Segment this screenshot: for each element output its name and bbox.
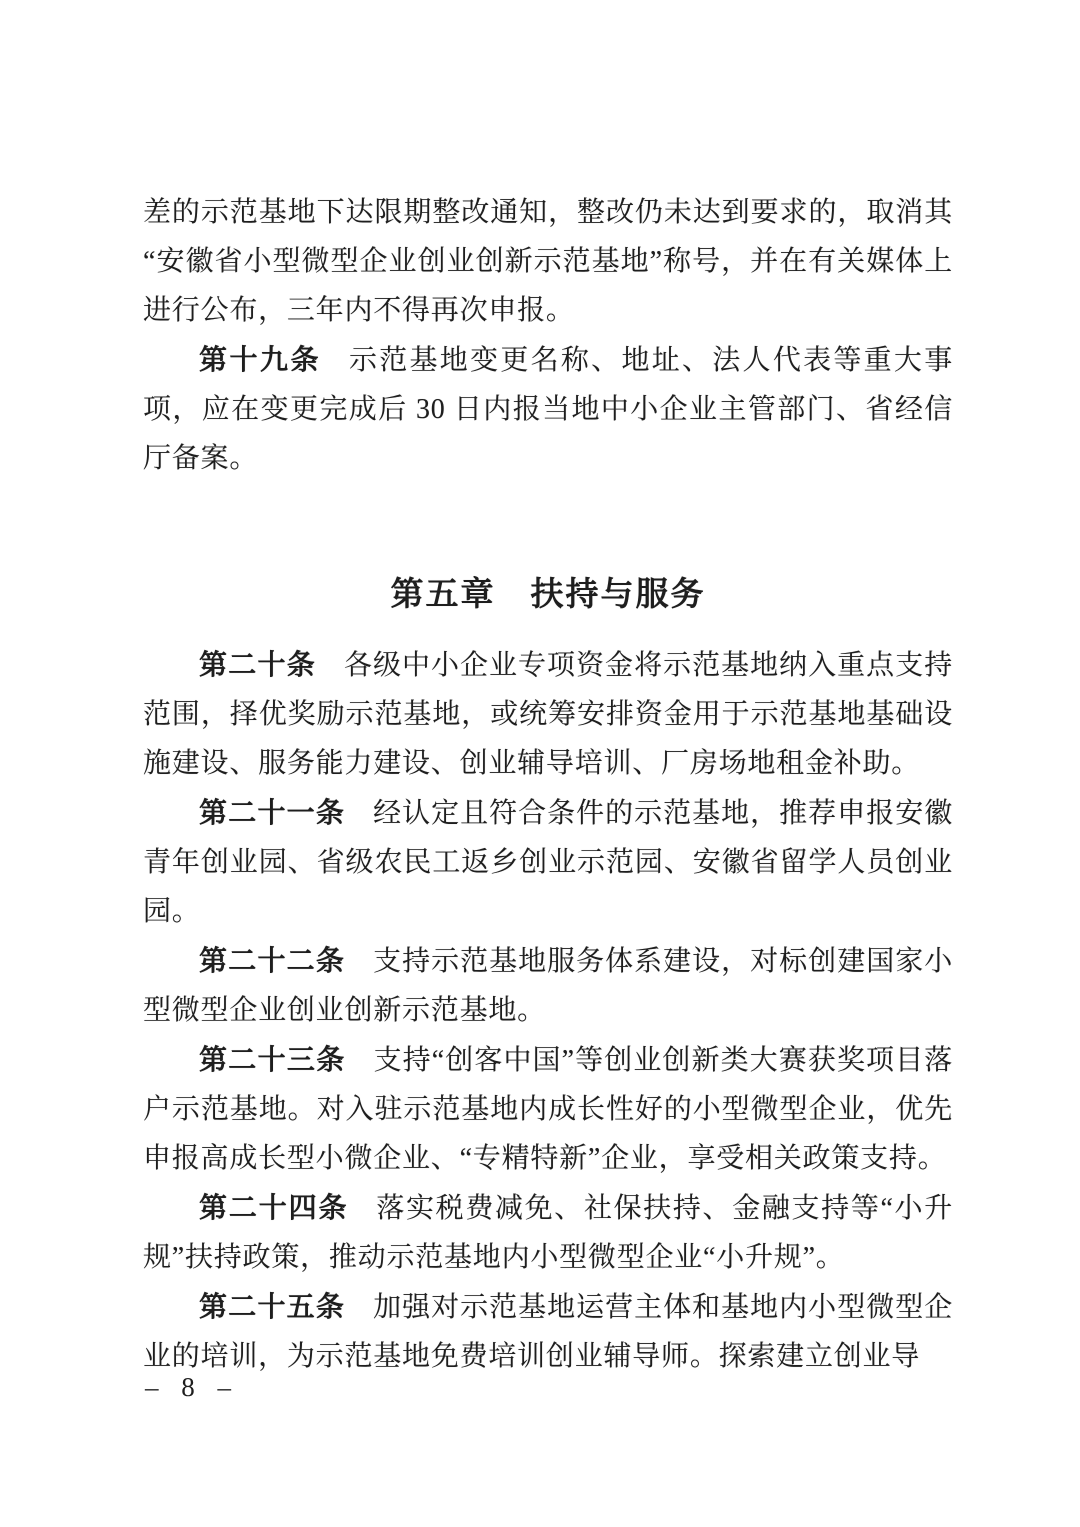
document-body — [143, 188, 953, 1381]
article-20-number: 第二十条 — [199, 649, 316, 680]
article-25-text: 加强对示范基地运营主体和基地内小型微型企业的培训，为示范基地免费培训创业辅导师。探索建立创业导 — [143, 1292, 953, 1372]
paragraph-article-24 — [143, 1183, 953, 1282]
paragraph-article-25 — [143, 1282, 953, 1381]
article-22-number: 第二十二条 — [199, 945, 346, 976]
paragraph-article-22 — [143, 936, 953, 1035]
article-20-text: 各级中小企业专项资金将示范基地纳入重点支持范围，择优奖励示范基地，或统筹安排资金用于示范基地基础设施建设、服务能力建设、创业辅导培训、厂房场地租金补助。 — [143, 650, 953, 779]
article-19-text: 示范基地变更名称、地址、法人代表等重大事项，应在变更完成后 30 日内报当地中小企业主管部门、省经信厅备案。 — [143, 345, 953, 474]
chapter-heading: 第五章 扶持与服务 — [390, 575, 706, 612]
article-25-number: 第二十五条 — [199, 1291, 346, 1322]
article-23-number: 第二十三条 — [199, 1044, 346, 1075]
article-21-number: 第二十一条 — [199, 797, 346, 828]
paragraph-article-21 — [143, 788, 953, 936]
paragraph-article-19 — [143, 335, 953, 483]
article-22-text: 支持示范基地服务体系建设，对标创建国家小型微型企业创业创新示范基地。 — [143, 946, 953, 1026]
article-21-text: 经认定且符合条件的示范基地，推荐申报安徽青年创业园、省级农民工返乡创业示范园、安徽省留学人员创业园。 — [143, 798, 953, 927]
article-23-text: 支持“创客中国”等创业创新类大赛获奖项目落户示范基地。对入驻示范基地内成长性好的小型微型企业，优先申报高成长型小微企业、“专精特新”企业，享受相关政策支持。 — [143, 1045, 953, 1174]
article-19-number: 第十九条 — [199, 344, 321, 375]
article-24-number: 第二十四条 — [199, 1192, 349, 1223]
paragraph-article-20 — [143, 640, 953, 788]
paragraph-article-23 — [143, 1035, 953, 1183]
page-number: – 8 – — [145, 1372, 239, 1402]
paragraph-continuation: 差的示范基地下达限期整改通知，整改仍未达到要求的，取消其“安徽省小型微型企业创业创新示范基地”称号，并在有关媒体上进行公布，三年内不得再次申报。 — [143, 197, 953, 326]
article-24-text: 落实税费减免、社保扶持、金融支持等“小升规”扶持政策，推动示范基地内小型微型企业“小升规”。 — [143, 1193, 953, 1273]
